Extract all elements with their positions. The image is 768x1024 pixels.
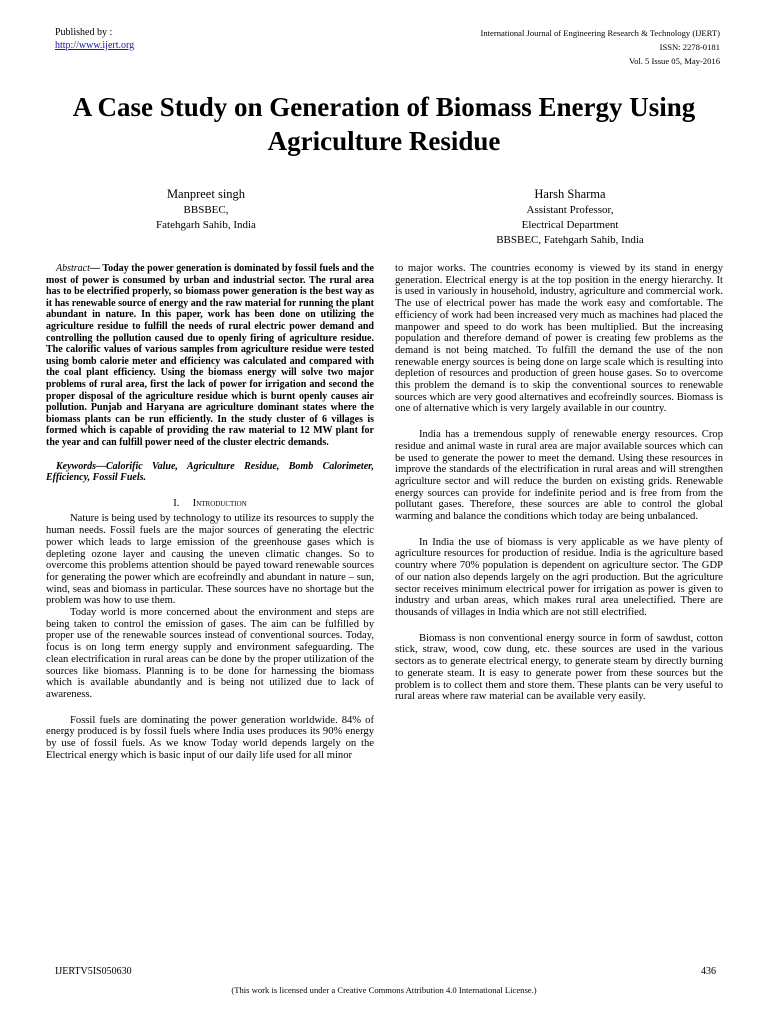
author-affiliation: BBSBEC, [183, 204, 229, 216]
abstract [46, 263, 374, 449]
paper-title: A Case Study on Generation of Biomass Energy Using Agriculture Residue [72, 92, 696, 156]
abstract-dash: — [89, 263, 100, 274]
author-position: Assistant Professor, [526, 204, 614, 216]
paragraph-7: Biomass is non conventional energy source in form of sawdust, cotton stick, straw, wood, cow dung, etc. these sources are used in the various sectors as to generate electrical energy, to generate steam by directly burning to generate steam. It is easy to generate power from these sources but the problem is to collect them and store them. These plants can be very useful to rural areas where raw material can be available very easily. [395, 632, 723, 703]
volume-issue: Vol. 5 Issue 05, May-2016 [628, 56, 720, 66]
author-name: Manpreet singh [166, 187, 246, 201]
author-name: Harsh Sharma [534, 187, 606, 201]
author-block-1 [96, 186, 316, 233]
journal-info [480, 26, 720, 68]
section-title: Introduction [192, 497, 247, 509]
journal-name: International Journal of Engineering Research & Technology (IJERT) [480, 28, 720, 38]
license-note: (This work is licensed under a Creative Commons Attribution 4.0 International License.) [231, 985, 537, 995]
issn: ISSN: 2278-0181 [659, 42, 720, 52]
paragraph-2: Today world is more concerned about the environment and steps are being taken to control the emission of gases. The aim can be fulfilled by proper use of the renewable sources instead of conventional sources. Today, focus is on long term energy supply and environment safeguarding. The clean electrification in rural areas can be done by the proper utilization of the sources like biomass. Planning is to be done for harnessing the biomass which is available abundantly and is being not utilized due to lack of awareness. [46, 607, 374, 700]
journal-link[interactable]: http://www.ijert.org [55, 40, 135, 51]
paragraph-1: Nature is being used by technology to utilize its resources to supply the human needs. Fossil fuels are the major sources of generating the electric power which leads to large emission of the greenhouse gases which is depleting ozone layer and causing the uneven climatic changes. So to overcome this problems attention should be payed toward renewable sources for generating the power which are ecofreindly and abundant in nature – sun, wind, seas and biomass in particular. These sources have no shortage but the problem was how to use them. [46, 513, 374, 607]
paper-id: IJERTV5IS050630 [55, 966, 132, 977]
section-number: I. [173, 497, 180, 509]
author-affiliation: BBSBEC, Fatehgarh Sahib, India [496, 234, 644, 246]
abstract-text: Today the power generation is dominated by fossil fuels and the most of power is consumed by urban and industrial sector. The rural area has to be electrified properly, so biomass power generation is the best way as it has renewable source of energy and the raw material for running the plant abundant in nature. In this paper, work has been done on utilizing the agriculture residue to fulfill the needs of rural electric power demand and controlling the pollution caused due to openly firing of agriculture residue. The calorific values of various samples from agriculture residue were tested using bomb calorie meter and efficiency was calculated and compared with the coal plant efficiency. Using the biomass energy will solve two major problems of rural area, first the lack of power for irrigation and second the proper disposal of the agriculture residue which is burnt openly causes air pollution. Punjab and Haryana are agriculture dominant states where the biomass plants can be run efficiently. In the study cluster of 6 villages is formed which is capable of providing the raw material to 12 MW plant for the year and can fulfill power need of the cluster electric demands. [46, 263, 374, 448]
author-block-2 [445, 186, 695, 248]
left-column [46, 263, 374, 761]
publisher-block [55, 26, 134, 52]
author-location: Fatehgarh Sahib, India [156, 219, 256, 231]
published-by-label: Published by : [55, 27, 113, 38]
abstract-label: Abstract [56, 263, 90, 274]
page-number: 436 [701, 966, 716, 977]
paragraph-3: Fossil fuels are dominating the power generation worldwide. 84% of energy produced is by fossil fuels where India uses produces its 90% energy by use of fossil fuels. As we know Today world depends largely on the Electrical energy which is basic input of our daily life used for all minor [46, 714, 374, 761]
section-heading-introduction [46, 498, 374, 510]
keywords: Keywords—Calorific Value, Agriculture Residue, Bomb Calorimeter, Efficiency, Fossil Fuels. [46, 460, 374, 484]
paragraph-4: to major works. The countries economy is viewed by its stand in energy generation. Electrical energy is at the top position in the energy hierarchy. It is used in variously in household, industry, agriculture and commercial work. The use of electrical power has made the work easy and comfortable. The efficiency of work had been increased very much as machines had placed the manpower and speed to do work has been multiplied. But the increasing population and therefore demand of power is creating few problems as the demand is not being matched. To fulfill the demand the use of the non renewable energy sources is being done on large scale which is resulting into depletion of resources and production of green house gases. So to overcome this problem the demand is to skip the conventional sources to renewable sources which are very good alternatives and ecofreindly sources. Biomass is one of alternative which is very largely available in our country. [395, 263, 723, 415]
author-department: Electrical Department [521, 219, 619, 231]
right-column [395, 263, 723, 703]
paragraph-5: India has a tremendous supply of renewable energy resources. Crop residue and animal waste in rural area are major available sources which can be used to generate the power to meet the demand. Using these resources in improve the standards of the electrification in rural areas and will strengthen agriculture sector and will reduce the burden on existing grids. Renewable energy sources can provide for indefinite period and is free from from the pollutant gases. Therefore, these sources are able to control the global warming and balance the conditions which today are being unbalanced. [395, 429, 723, 523]
paragraph-6: In India the use of biomass is very applicable as we have plenty of agriculture resources for production of residue. India is the agriculture based country where 70% population is dependent on agriculture sector. The GDP of our nation also depends largely on the agri production. But the agriculture sector receives minimum electrical power for irrigation as power is given to industry and urban areas, which makes rural area unelectified. There are thousands of villages in India which are not still electrified. [395, 536, 723, 618]
